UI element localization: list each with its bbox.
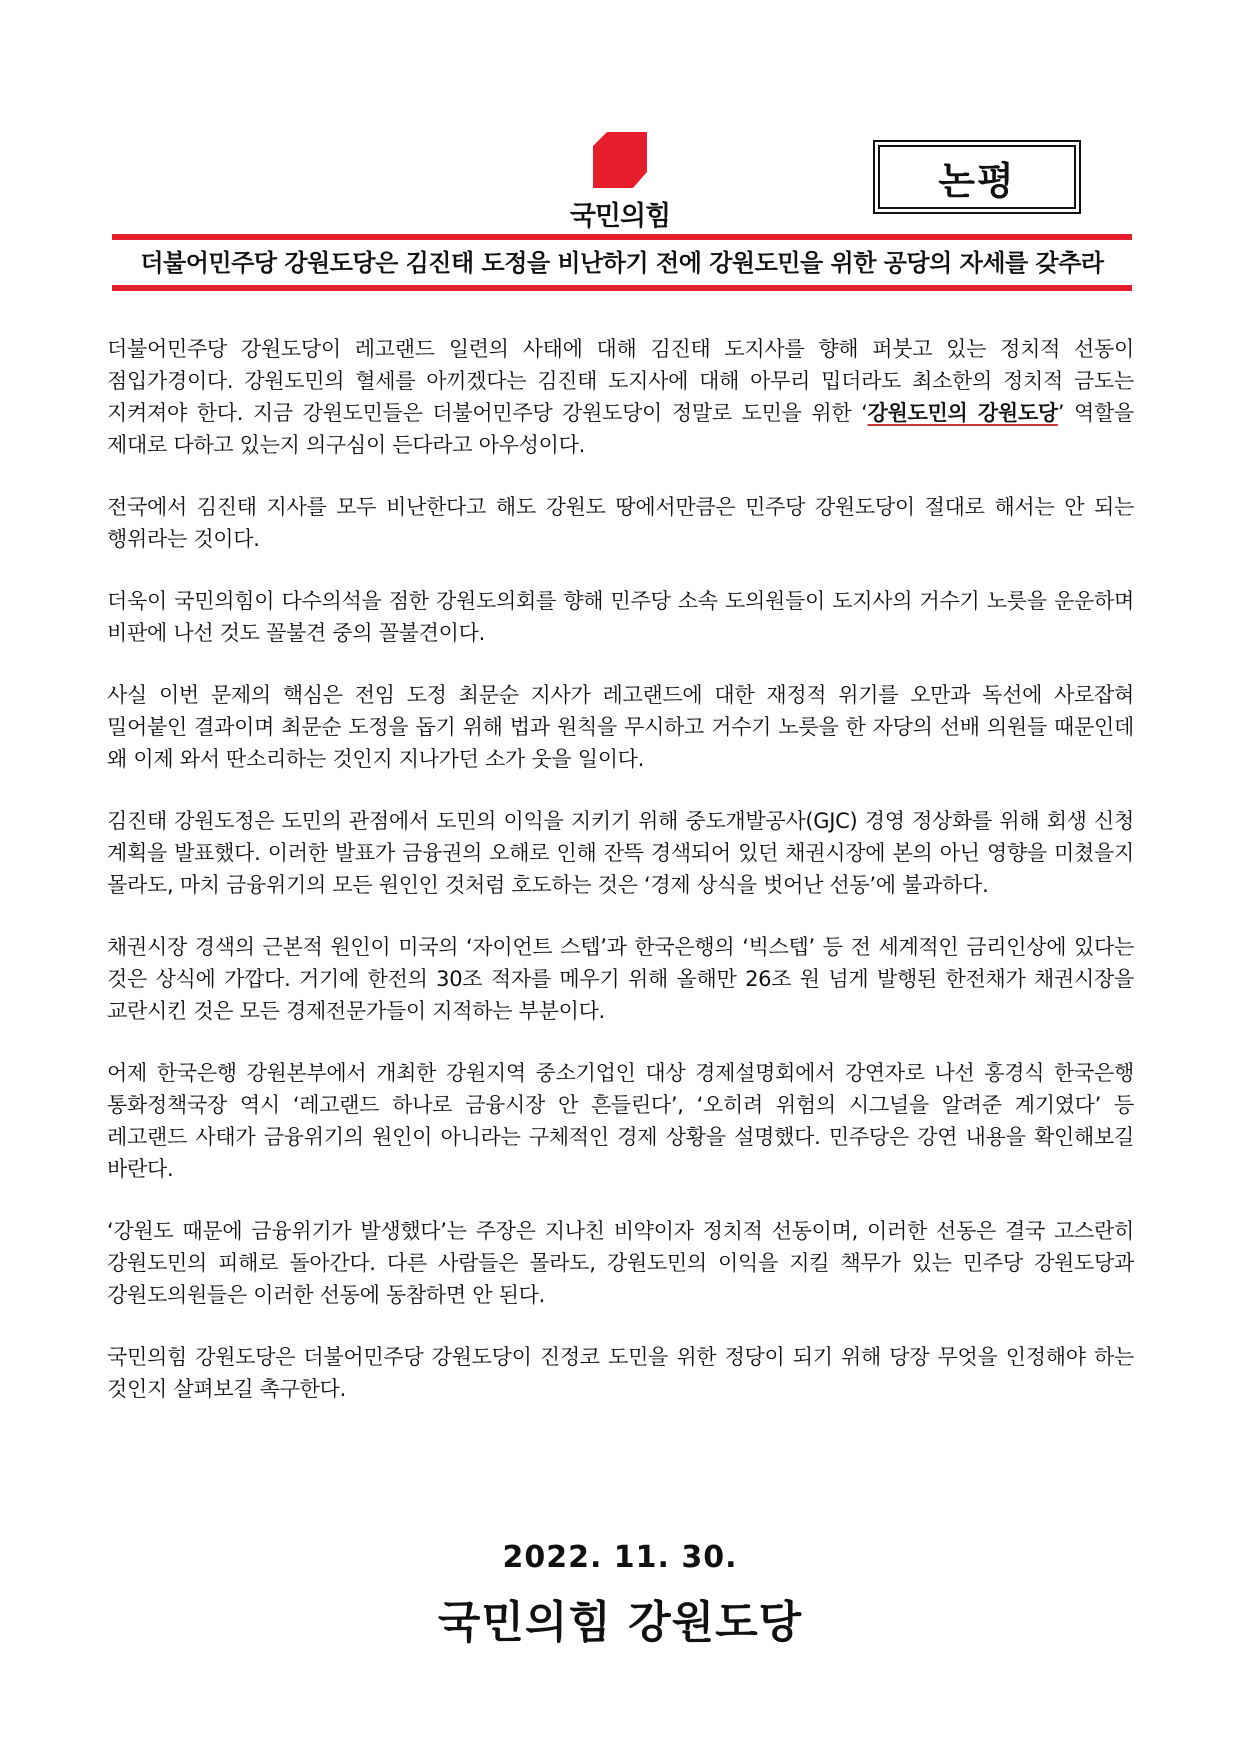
paragraph: 더욱이 국민의힘이 다수의석을 점한 강원도의회를 향해 민주당 소속 도의원들이 도지사의 거수기 노릇을 운운하며 비판에 나선 것도 꼴불견 중의 꼴불견이다. xyxy=(107,589,1134,645)
party-logo xyxy=(555,132,685,232)
paragraph: 사실 이번 문제의 핵심은 전임 도정 최문순 지사가 레고랜드에 대한 재정적 위기를 오만과 독선에 사로잡혀 밀어붙인 결과이며 최문순 도정을 돕기 위해 법과 원칙을 무시하고 거수기 노릇을 한 자당의 선배 의원들 때문인데 왜 이제 와서 딴소리하는 것인지 지나가던 소가 웃을 일이다. xyxy=(107,683,1134,771)
paragraph: 채권시장 경색의 근본적 원인이 미국의 ‘자이언트 스텝’과 한국은행의 ‘빅스텝’ 등 전 세계적인 금리인상에 있다는 것은 상식에 가깝다. 거기에 한전의 30조 적자를 메우기 위해 올해만 26조 원 넘게 발행된 한전채가 채권시장을 교란시킨 것은 모든 경제전문가들이 지적하는 부분이다. xyxy=(107,935,1134,1023)
paragraph: 김진태 강원도정은 도민의 관점에서 도민의 이익을 지키기 위해 중도개발공사(GJC) 경영 정상화를 위해 회생 신청 계획을 발표했다. 이러한 발표가 금융권의 오해로 인해 잔뜩 경색되어 있던 채권시장에 본의 아닌 영향을 미쳤을지 몰라도, 마치 금융위기의 모든 원인인 것처럼 호도하는 것은 ‘경제 상식을 벗어난 선동’에 불과하다. xyxy=(107,809,1134,897)
emphasized-phrase: 강원도민의 강원도당 xyxy=(867,401,1058,425)
party-logo-mark-icon xyxy=(593,132,647,188)
paragraph: 국민의힘 강원도당은 더불어민주당 강원도당이 진정코 도민을 위한 정당이 되기 위해 당장 무엇을 인정해야 하는 것인지 살펴보길 촉구한다. xyxy=(107,1345,1134,1401)
statement-body xyxy=(107,333,1134,1435)
party-logo-text: 국민의힘 xyxy=(569,201,671,232)
issue-date: 2022. 11. 30. xyxy=(502,1540,738,1575)
paragraph: 어제 한국은행 강원본부에서 개최한 강원지역 중소기업인 대상 경제설명회에서 강연자로 나선 홍경식 한국은행 통화정책국장 역시 ‘레고랜드 하나로 금융시장 안 흔들린다’, ‘오히려 위험의 시그널을 알려준 계기였다’ 등 레고랜드 사태가 금융위기의 원인이 아니라는 구체적인 경제 상황을 설명했다. 민주당은 강연 내용을 확인해보길 바란다. xyxy=(107,1061,1134,1181)
document-type-label: 논평 xyxy=(878,145,1076,209)
issuing-organization: 국민의힘 강원도당 xyxy=(437,1597,803,1648)
headline-rule-bottom xyxy=(112,285,1132,291)
headline-rule-top xyxy=(112,234,1132,240)
document-type-badge xyxy=(873,140,1081,214)
paragraph: 더불어민주당 강원도당이 레고랜드 일련의 사태에 대해 김진태 도지사를 향해 퍼붓고 있는 정치적 선동이 점입가경이다. 강원도민의 혈세를 아끼겠다는 김진태 도지사에 대해 아무리 밉더라도 최소한의 정치적 금도는 지켜져야 한다. 지금 강원도민들은 더불어민주당 강원도당이 정말로 도민을 위한 ‘강원도민의 강원도당’ 역할을 제대로 다하고 있는지 의구심이 든다라고 아우성이다. xyxy=(107,337,1134,457)
headline: 더불어민주당 강원도당은 김진태 도정을 비난하기 전에 강원도민을 위한 공당의 자세를 갖추라 xyxy=(140,249,1104,277)
paragraph: 전국에서 김진태 지사를 모두 비난한다고 해도 강원도 땅에서만큼은 민주당 강원도당이 절대로 해서는 안 되는 행위라는 것이다. xyxy=(107,495,1134,551)
paragraph: ‘강원도 때문에 금융위기가 발생했다’는 주장은 지나친 비약이자 정치적 선동이며, 이러한 선동은 결국 고스란히 강원도민의 피해로 돌아간다. 다른 사람들은 몰라도, 강원도민의 이익을 지킬 책무가 있는 민주당 강원도당과 강원도의원들은 이러한 선동에 동참하면 안 된다. xyxy=(107,1219,1134,1307)
